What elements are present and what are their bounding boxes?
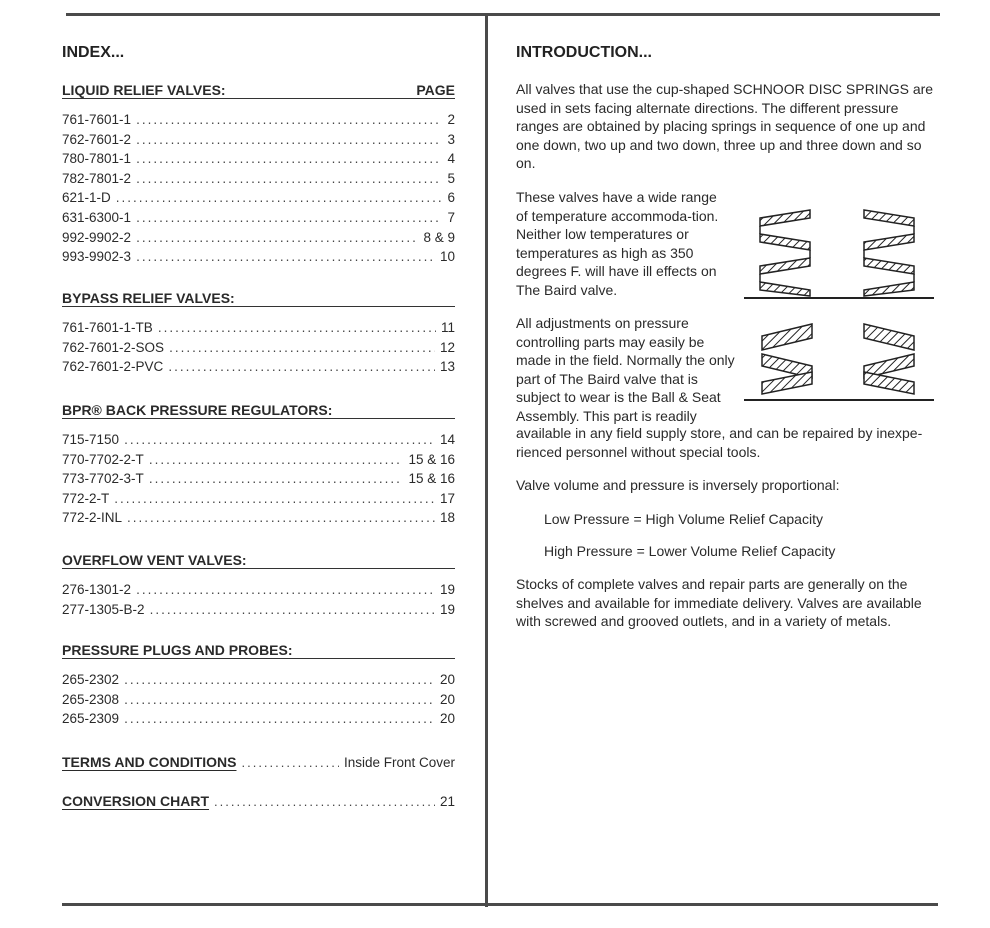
entry-list [62, 580, 455, 619]
index-entry[interactable] [62, 489, 455, 509]
entry-label: 762-7601-2 [62, 131, 132, 147]
introduction-column [516, 44, 940, 629]
entry-label: 762-7601-2-PVC [62, 359, 164, 375]
index-entry[interactable] [62, 169, 455, 189]
leader-dots [124, 690, 435, 710]
entry-label: 770-7702-2-T [62, 451, 144, 467]
entry-label: 276-1301-2 [62, 582, 132, 597]
entry-label: 772-2-INL [62, 510, 123, 526]
section-heading-label: BPR® BACK PRESSURE REGULATORS: [62, 402, 333, 418]
leader-dots [127, 508, 435, 528]
disc-spring-double-illustration [744, 316, 936, 404]
entry-page: 12 [439, 339, 455, 355]
index-entry[interactable] [62, 149, 455, 169]
entry-page: 8 & 9 [423, 229, 455, 245]
intro-paragraph: Stocks of complete valves and repair parts are generally on the shelves and available for immediate delivery. Valves are available with screwed and grooved outlets, and in a variety of metals. [516, 576, 922, 629]
section-heading-label: OVERFLOW VENT VALVES: [62, 552, 247, 568]
section-heading [62, 288, 455, 307]
intro-paragraph: All adjustments on pressure controlling parts may easily be made in the field. Normally the only part of The Baird valve that is subject to wear is the Ball & Seat Assembly. This part is readily [516, 315, 735, 424]
entry-label: 265-2309 [62, 711, 120, 727]
leader-dots [214, 794, 435, 809]
leader-dots [136, 169, 442, 189]
entry-page: 4 [447, 151, 455, 167]
leader-dots [136, 580, 435, 600]
section-heading [62, 400, 455, 419]
leader-dots [136, 247, 435, 267]
index-entry[interactable] [62, 670, 455, 690]
entry-label: 761-7601-1-TB [62, 320, 153, 335]
index-entry[interactable] [62, 130, 455, 150]
conversion-chart-entry[interactable] [62, 793, 455, 809]
leader-dots [136, 228, 418, 248]
entry-page: 15 & 16 [408, 451, 455, 467]
entry-page: 17 [439, 490, 455, 506]
leader-dots [150, 600, 435, 620]
entry-page: 10 [439, 249, 455, 265]
index-entry[interactable] [62, 208, 455, 228]
entry-label: 762-7601-2-SOS [62, 339, 165, 355]
leader-dots [124, 430, 435, 450]
entry-label: 782-7801-2 [62, 170, 132, 186]
entry-page: 11 [440, 320, 455, 335]
conversion-page: 21 [439, 794, 455, 809]
index-entry[interactable] [62, 450, 455, 470]
entry-page: 19 [439, 582, 455, 597]
entry-label: 992-9902-2 [62, 229, 132, 245]
column-divider [485, 15, 488, 907]
entry-page: 18 [439, 510, 455, 526]
entry-label: 621-1-D [62, 190, 111, 206]
index-entry[interactable] [62, 600, 455, 620]
entry-label: 265-2308 [62, 691, 120, 707]
entry-page: 7 [447, 209, 455, 225]
entry-page: 2 [447, 112, 455, 127]
entry-label: 761-7601-1 [62, 112, 132, 127]
section-heading [62, 640, 455, 659]
leader-dots [136, 208, 442, 228]
entry-label: 773-7702-3-T [62, 471, 144, 487]
index-entry[interactable] [62, 110, 455, 130]
leader-dots [169, 338, 435, 358]
conversion-label: CONVERSION CHART [62, 793, 210, 809]
index-entry[interactable] [62, 357, 455, 377]
high-pressure-equation: High Pressure = Lower Volume Relief Capacity [544, 543, 836, 559]
entry-page: 6 [447, 190, 455, 206]
entry-label: 631-6300-1 [62, 209, 132, 225]
entry-page: 20 [439, 672, 455, 687]
leader-dots [149, 450, 404, 470]
entry-list [62, 318, 455, 377]
leader-dots [136, 130, 442, 150]
index-entry[interactable] [62, 188, 455, 208]
intro-paragraph: These valves have a wide range of temperature accommoda-tion. Neither low temperatures or temperatures as high as 350 degrees F. will have ill effects on The Baird valve. [516, 189, 719, 298]
entry-label: 715-7150 [62, 432, 120, 447]
terms-and-conditions-entry[interactable] [62, 754, 455, 770]
entry-label: 277-1305-B-2 [62, 601, 145, 617]
leader-dots [241, 755, 338, 770]
entry-page: 15 & 16 [408, 471, 455, 487]
index-column [62, 44, 455, 809]
leader-dots [124, 670, 435, 690]
index-entry[interactable] [62, 469, 455, 489]
entry-page: 19 [439, 601, 455, 617]
bottom-rule [62, 903, 938, 906]
index-entry[interactable] [62, 228, 455, 248]
index-entry[interactable] [62, 338, 455, 358]
entry-list [62, 670, 455, 729]
entry-page: 14 [439, 432, 455, 447]
entry-page: 5 [447, 170, 455, 186]
leader-dots [116, 188, 443, 208]
section-pressure-plugs [62, 640, 455, 729]
entry-list [62, 430, 455, 528]
section-heading-label: LIQUID RELIEF VALVES: [62, 82, 226, 98]
entry-page: 3 [447, 131, 455, 147]
terms-page: Inside Front Cover [343, 755, 455, 770]
section-back-pressure [62, 400, 455, 528]
index-entry[interactable] [62, 508, 455, 528]
page-column-label: PAGE [416, 82, 455, 98]
leader-dots [124, 709, 435, 729]
section-heading-label: PRESSURE PLUGS AND PROBES: [62, 642, 293, 658]
top-rule [66, 13, 940, 16]
intro-paragraph: Valve volume and pressure is inversely proportional: [516, 477, 840, 493]
leader-dots [168, 357, 435, 377]
entry-label: 772-2-T [62, 490, 110, 506]
entry-label: 780-7801-1 [62, 151, 132, 167]
section-heading [62, 550, 455, 569]
introduction-title: INTRODUCTION... [516, 44, 652, 61]
section-overflow-vent [62, 550, 455, 619]
intro-paragraph-continued: available in any field supply store, and can be repaired by inexpe-rienced personnel without special tools. [516, 425, 923, 460]
leader-dots [149, 469, 404, 489]
entry-page: 13 [439, 359, 455, 375]
entry-page: 20 [439, 711, 455, 727]
intro-paragraph: All valves that use the cup-shaped SCHNOOR DISC SPRINGS are used in sets facing alternate directions. The different pressure ranges are obtained by placing springs in sequence of one up and one down, two up and two down, three up and three down and so on. [516, 81, 934, 171]
entry-list [62, 110, 455, 267]
index-entry[interactable] [62, 580, 455, 600]
index-title: INDEX... [62, 44, 125, 61]
leader-dots [136, 110, 442, 130]
index-entry[interactable] [62, 430, 455, 450]
low-pressure-equation: Low Pressure = High Volume Relief Capacity [544, 511, 823, 527]
entry-label: 993-9902-3 [62, 249, 132, 265]
leader-dots [158, 318, 436, 338]
index-entry[interactable] [62, 318, 455, 338]
terms-label: TERMS AND CONDITIONS [62, 754, 237, 770]
disc-spring-single-illustration [744, 202, 936, 302]
section-bypass-relief [62, 288, 455, 377]
leader-dots [114, 489, 435, 509]
entry-label: 265-2302 [62, 672, 120, 687]
index-entry[interactable] [62, 247, 455, 267]
entry-page: 20 [439, 691, 455, 707]
index-entry[interactable] [62, 690, 455, 710]
section-liquid-relief [62, 80, 455, 267]
leader-dots [136, 149, 442, 169]
index-entry[interactable] [62, 709, 455, 729]
section-heading [62, 80, 455, 99]
section-heading-label: BYPASS RELIEF VALVES: [62, 290, 235, 306]
